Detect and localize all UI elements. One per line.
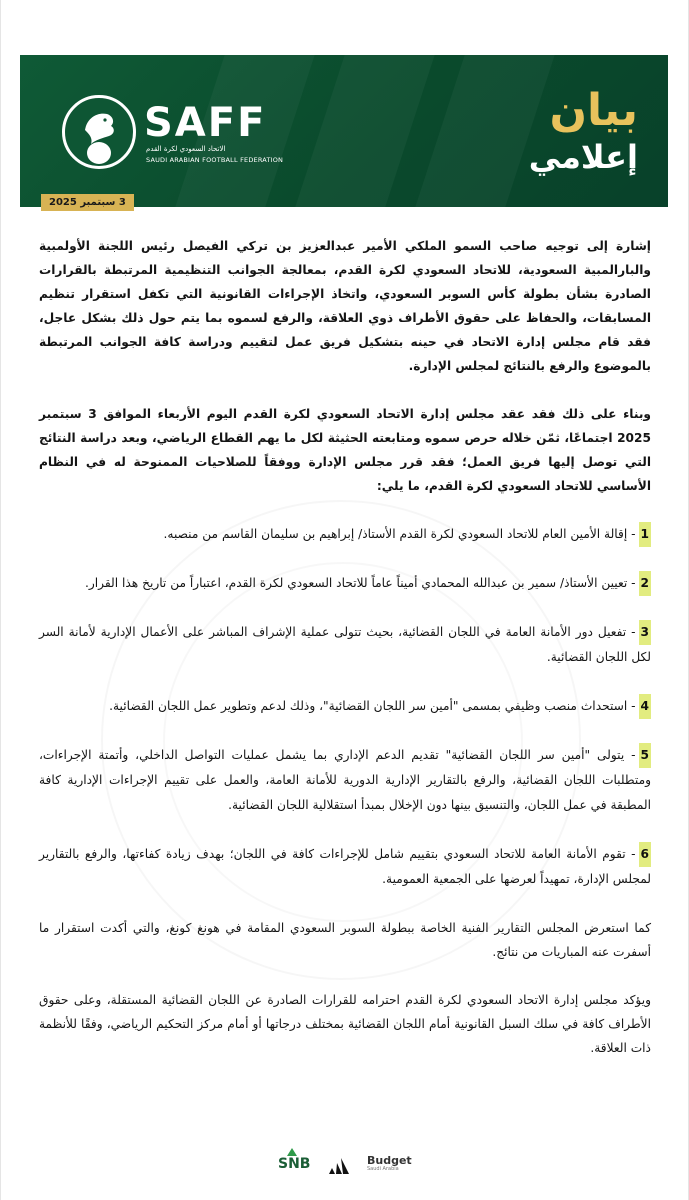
item-number: 2 [639, 571, 651, 596]
item-text: - تقوم الأمانة العامة للاتحاد السعودي بتقييم شامل للإجراءات كافة في اللجان؛ بهدف زيادة كفاءتها، والرفع بالتقارير لمجلس الإدارة، تمهيداً لعرضها على الجمعية العمومية. [39, 847, 651, 886]
saff-emblem-icon [62, 95, 136, 169]
snb-wordmark: SNB [278, 1156, 311, 1172]
decorative-stripe [295, 55, 434, 207]
super-cup-paragraph: كما استعرض المجلس التقارير الفنية الخاصة ببطولة السوبر السعودي المقامة في هونغ كونغ، والتي أكدت استقرار ما أسفرت عنه المباريات من نتائج. [39, 921, 651, 959]
statement-title [529, 85, 638, 177]
closing-paragraph: ويؤكد مجلس إدارة الاتحاد السعودي لكرة القدم احترامه للقرارات الصادرة عن اللجان القضائية المستقلة، وعلى حقوق الأطراف كافة في سلك السبل القانونية أمام اللجان القضائية بمختلف درجاتها أو أمام مركز التحكيم الرياضي، وفقًا للأنظمة ذات العلاقة. [39, 993, 651, 1055]
football-icon [87, 142, 111, 164]
budget-subtitle: Saudi Arabia [367, 1166, 399, 1172]
item-text: - إقالة الأمين العام للاتحاد السعودي لكرة القدم الأستاذ/ إبراهيم بن سليمان القاسم من منصبه. [163, 527, 636, 541]
budget-wordmark: Budget [367, 1154, 412, 1167]
item-text: - تفعيل دور الأمانة العامة في اللجان القضائية، بحيث تتولى عملية الإشراف المباشر على الأعمال الإدارية لأمانة السر لكل اللجان القضائية. [39, 625, 651, 664]
decision-item [39, 694, 651, 719]
item-number: 4 [639, 694, 651, 719]
decision-item [39, 522, 651, 547]
item-number: 6 [639, 842, 651, 867]
logo-subtitle-arabic: الاتحاد السعودي لكرة القدم [146, 145, 226, 153]
snb-logo [278, 1156, 310, 1172]
saff-logo [62, 95, 312, 175]
title-main: بيان [549, 85, 638, 136]
logo-subtitle-english: SAUDI ARABIAN FOOTBALL FEDERATION [146, 156, 284, 164]
adidas-logo-icon [327, 1156, 353, 1174]
statement-body [39, 234, 651, 1084]
date-badge: 3 سبتمبر 2025 [41, 194, 134, 211]
logo-wordmark: SAFF [144, 100, 267, 146]
item-number: 1 [639, 522, 651, 547]
item-number: 5 [639, 743, 651, 768]
decision-item [39, 743, 651, 818]
decision-item [39, 842, 651, 892]
snb-mark-icon [287, 1148, 297, 1156]
title-sub: إعلامي [528, 138, 638, 176]
budget-logo [367, 1154, 412, 1172]
header-banner [20, 55, 668, 207]
item-text: - يتولى "أمين سر اللجان القضائية" تقديم الدعم الإداري بما يشمل عمليات التواصل الداخلي، وأتمتة الإجراءات، ومتطلبات اللجان القضائية، والرفع بالتقارير الإدارية الدورية للأمانة العامة، والعمل على تقييم الإجراءات الإدارية كافة المطبقة في عمل اللجان، والتنسيق بينها دون الإخلال بمبدأ استقلالية اللجان القضائية. [39, 748, 651, 812]
item-text: - تعيين الأستاذ/ سمير بن عبدالله المحمادي أميناً عاماً للاتحاد السعودي لكرة القدم، اعتباراً من تاريخ هذا القرار. [84, 576, 636, 590]
decision-paragraph: وبناء على ذلك فقد عقد مجلس إدارة الاتحاد السعودي لكرة القدم اليوم الأربعاء الموافق 3 سبتمبر 2025 اجتماعًا، ثمّن خلاله حرص سموه ومتابعته الحثيثة لكل ما يهم القطاع الرياضي، وبعد دراسة النتائج التي توصل إليها فريق العمل؛ فقد قرر مجلس الإدارة ووفقاً للصلاحيات الممنوحة له في النظام الأساسي للاتحاد السعودي لكرة القدم، ما يلي: [39, 407, 651, 493]
item-number: 3 [639, 620, 651, 645]
intro-paragraph: إشارة إلى توجيه صاحب السمو الملكي الأمير عبدالعزيز بن تركي الفيصل رئيس اللجنة الأولمبية والبارالمبية السعودية، للاتحاد السعودي لكرة القدم، بمعالجة الجوانب التنظيمية المرتبطة بالقرارات الصادرة بشأن بطولة كأس السوبر السعودي، واتخاذ الإجراءات القانونية التي تكفل استقرار تنظيم المسابقات، والحفاظ على حقوق الأطراف ذوي العلاقة، والرفع لسموه بما يتم حول ذلك بشكل عاجل، فقد قام مجلس إدارة الاتحاد في حينه بتشكيل فريق عمل لتقييم ودراسة كافة الجوانب المرتبطة بالموضوع والرفع بالنتائج لمجلس الإدارة. [39, 239, 651, 373]
item-text: - استحداث منصب وظيفي بمسمى "أمين سر اللجان القضائية"، وذلك لدعم وتطوير عمل اللجان القضائية. [109, 699, 636, 713]
decision-item [39, 620, 651, 670]
sponsor-strip [1, 1150, 689, 1180]
decision-item [39, 571, 651, 596]
